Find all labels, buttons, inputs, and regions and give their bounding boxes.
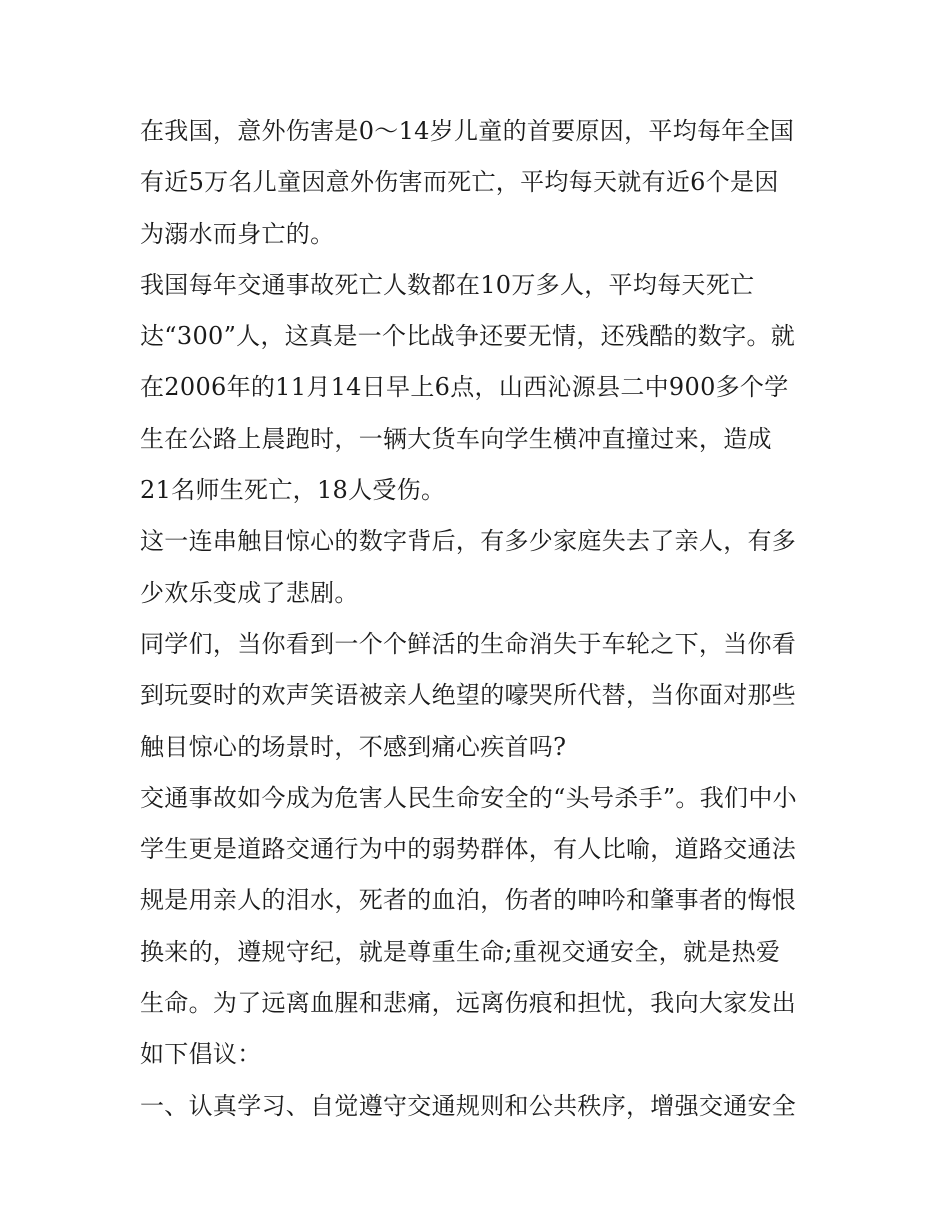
- text-line: 规是用亲人的泪水，死者的血泊，伤者的呻吟和肇事者的悔恨: [140, 886, 797, 915]
- text-line: 为溺水而身亡的。: [140, 219, 335, 248]
- text-line: 一、认真学习、自觉遵守交通规则和公共秩序，增强交通安全: [140, 1091, 797, 1120]
- text-line: 如下倡议：: [140, 1040, 262, 1069]
- text-line: 我国每年交通事故死亡人数都在10万多人，平均每天死亡: [140, 270, 755, 299]
- text-line: 达“300”人，这真是一个比战争还要无情，还残酷的数字。就: [140, 322, 796, 351]
- text-line: 在我国，意外伤害是0～14岁儿童的首要原因，平均每年全国: [140, 117, 795, 145]
- text-line: 学生更是道路交通行为中的弱势群体，有人比喻，道路交通法: [140, 835, 797, 864]
- text-line: 生在公路上晨跑时，一辆大货车向学生横冲直撞过来，造成: [140, 424, 772, 453]
- text-line: 21名师生死亡，18人受伤。: [140, 476, 446, 505]
- text-line: 少欢乐变成了悲剧。: [140, 578, 359, 607]
- text-line: 触目惊心的场景时，不感到痛心疾首吗?: [140, 732, 567, 761]
- text-line: 在2006年的11月14日早上6点，山西沁源县二中900多个学: [140, 373, 789, 402]
- document-body: [140, 106, 820, 1132]
- text-line: 有近5万名儿童因意外伤害而死亡，平均每天就有近6个是因: [140, 168, 779, 197]
- text-line: 同学们，当你看到一个个鲜活的生命消失于车轮之下，当你看: [140, 629, 797, 658]
- text-line: 交通事故如今成为危害人民生命安全的“头号杀手”。我们中小: [140, 783, 797, 812]
- text-line: 生命。为了远离血腥和悲痛，远离伤痕和担忧，我向大家发出: [140, 989, 797, 1018]
- text-line: 换来的，遵规守纪，就是尊重生命;重视交通安全，就是热爱: [140, 937, 781, 966]
- text-line: 这一连串触目惊心的数字背后，有多少家庭失去了亲人，有多: [140, 527, 797, 556]
- text-line: 到玩耍时的欢声笑语被亲人绝望的嚎哭所代替，当你面对那些: [140, 681, 797, 710]
